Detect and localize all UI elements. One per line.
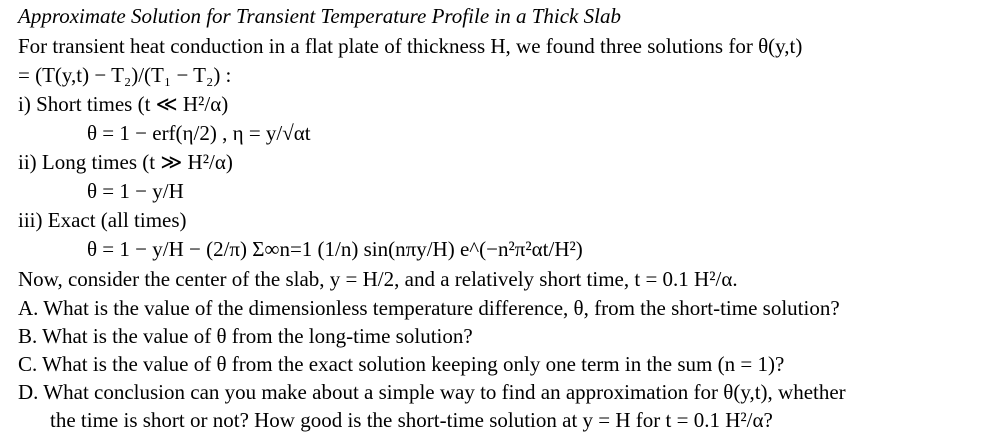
question-b [18,323,473,349]
question-d-letter: D. [18,380,39,404]
case1-equation: θ = 1 − erf(η/2) , η = y/√αt [87,121,311,145]
question-c [18,351,784,377]
question-c-text: What is the value of θ from the exact solution keeping only one term in the sum (n = 1)? [42,352,785,376]
case2-label: ii) Long times (t ≫ H²/α) [18,150,233,174]
question-a-text: What is the value of the dimensionless temperature difference, θ, from the short-time solution? [43,296,840,320]
intro-line-1: For transient heat conduction in a flat plate of thickness H, we found three solutions for θ(y,t) [18,34,803,58]
case3-equation: θ = 1 − y/H − (2/π) Σ∞n=1 (1/n) sin(nπy/H) e^(−n²π²αt/H²) [87,237,583,261]
question-d-continuation: the time is short or not? How good is the short-time solution at y = H for t = 0.1 H²/α? [50,408,773,432]
question-a [18,295,840,321]
question-d-text: What conclusion can you make about a simple way to find an approximation for θ(y,t), whether [43,380,846,404]
question-d [18,379,846,405]
question-b-letter: B. [18,324,38,348]
question-a-letter: A. [18,296,39,320]
intro-line-2: = (T(y,t) − T₂)/(T₁ − T₂) : [18,63,232,87]
case2-equation: θ = 1 − y/H [87,179,184,203]
question-c-letter: C. [18,352,38,376]
case3-label: iii) Exact (all times) [18,208,187,232]
now-line: Now, consider the center of the slab, y = H/2, and a relatively short time, t = 0.1 H²/α. [18,267,738,291]
document-title: Approximate Solution for Transient Temperature Profile in a Thick Slab [18,4,621,28]
case1-label: i) Short times (t ≪ H²/α) [18,92,229,116]
question-b-text: What is the value of θ from the long-time solution? [42,324,473,348]
